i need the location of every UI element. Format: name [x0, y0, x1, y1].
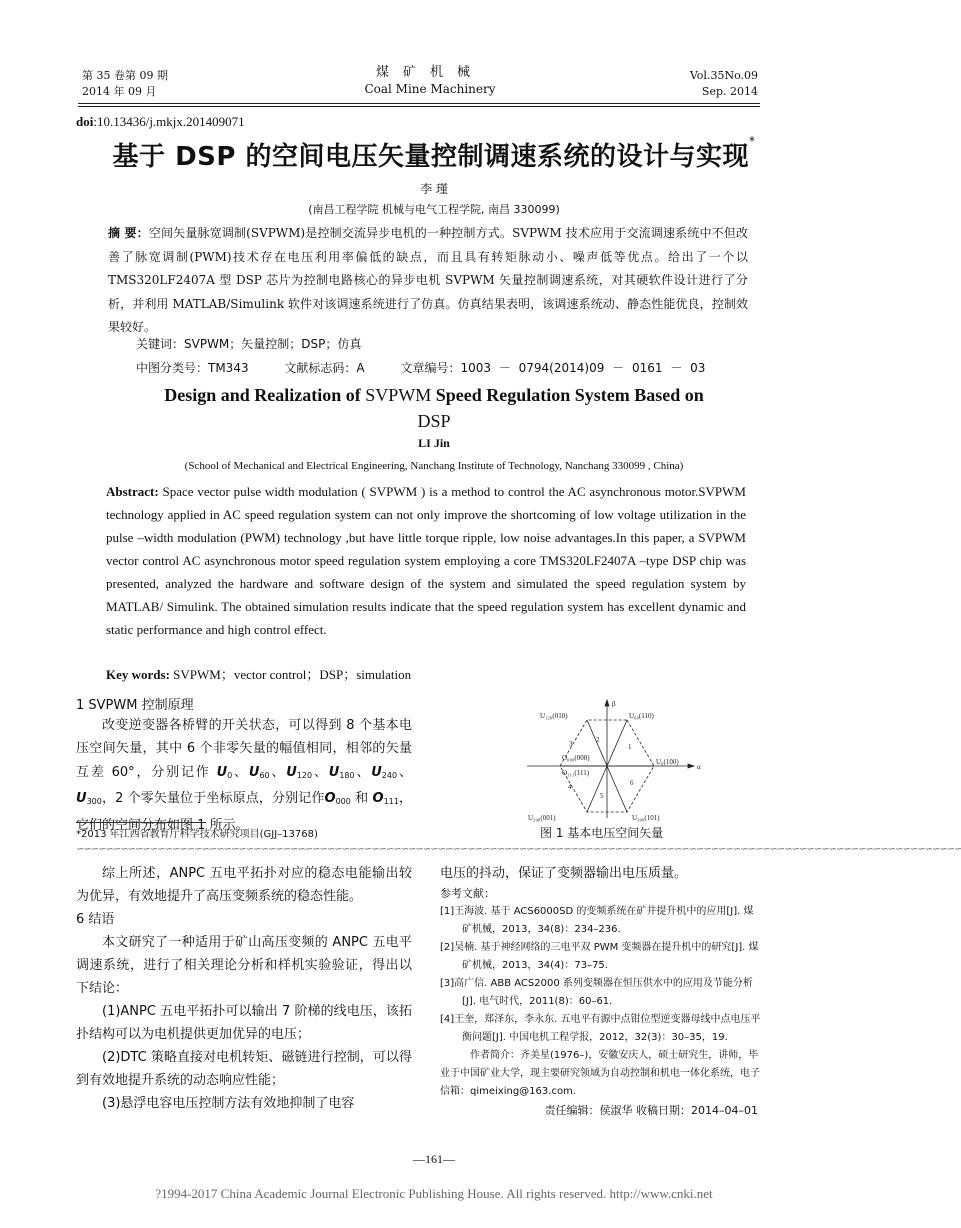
abstract-en: [106, 480, 746, 641]
vector-u240: [587, 766, 607, 812]
doi-label: doi: [76, 114, 94, 129]
label-u100: U₀(100): [656, 758, 679, 766]
abstract-en-label: Abstract:: [106, 484, 159, 499]
copyright-footer: ?1994-2017 China Academic Journal Electronic Publishing House. All rights reserved. http://www.cnki.net: [155, 1186, 713, 1201]
label-u101: U₃₀₀(101): [632, 814, 660, 822]
journal-name-en: Coal Mine Machinery: [364, 82, 496, 96]
conclusion-item-2: (2)DTC 策略直接对电机转矩、磁链进行控制，可以得到有效地提升系统的动态响应性能；: [76, 1050, 412, 1088]
section-1-body: 改变逆变器各桥臂的开关状态，可以得到 8 个基本电压空间矢量，其中 6 个非零矢量的幅值相同，相邻的矢量互差 60°，分别记作 $U_0$、$U_{60}$、$U_{120}$、$U_{180}$、$U_{240}$、$U_{300}$，2 个零矢量位于坐标原点，分别记作$O_{000}$ 和 $O_{111}$，它们的空间分布如图 1 所示。: [76, 718, 413, 833]
label-u001: U₂₄₀(001): [528, 814, 556, 822]
title-en-svpwm: SVPWM: [365, 385, 432, 405]
sector-6: 6: [630, 779, 634, 787]
title-en-part1: Design and Realization of: [164, 385, 366, 405]
doi-value: :10.13436/j.mkjx.201409071: [93, 114, 245, 129]
title-en-part2: Speed Regulation System Based on: [431, 385, 704, 405]
doc-mark: 文献标志码：A: [284, 361, 365, 375]
author-en: LI Jin: [418, 436, 450, 450]
figure-1-caption: 图 1 基本电压空间矢量: [540, 826, 664, 840]
classification-cn: [136, 359, 733, 376]
references-heading: 参考文献：: [440, 887, 495, 900]
header-left: [82, 68, 168, 100]
abstract-cn: [108, 222, 748, 340]
sector-5: 5: [600, 792, 604, 800]
reference-item: [3]高广信. ABB ACS2000 系列变频器在恒压供水中的应用及节能分析[J]. 电气时代，2011(8)：60–61.: [440, 978, 753, 1007]
keywords-cn: 关键词：SVPWM；矢量控制；DSP；仿真: [136, 337, 362, 351]
sector-4: 4: [568, 783, 572, 791]
affiliation-en: (School of Mechanical and Electrical Engineering, Nanchang Institute of Technology, Nanchang 330099 , China): [184, 460, 684, 472]
issue-label: 第 35 卷第 09 期: [82, 69, 168, 82]
doi[interactable]: [76, 114, 245, 130]
wavy-divider: ∽∽∽∽∽∽∽∽∽∽∽∽∽∽∽∽∽∽∽∽∽∽∽∽∽∽∽∽∽∽∽∽∽∽∽∽∽∽∽∽∽∽∽∽∽∽∽∽∽∽∽∽∽∽∽∽∽∽∽∽∽∽∽∽∽∽∽∽∽∽∽∽∽∽∽∽∽∽∽∽∽∽∽∽∽∽∽∽∽∽∽∽∽∽∽∽∽∽∽∽∽∽∽∽∽∽∽∽∽∽∽∽∽∽∽∽∽∽∽∽: [76, 844, 961, 855]
abstract-cn-label: 摘 要：: [108, 226, 149, 240]
label-u010: U₁₂₀(010): [540, 712, 568, 720]
beta-arrow: [605, 700, 609, 706]
article-number: 文章编号：1003 － 0794(2014)09 － 0161 － 03: [400, 361, 706, 375]
label-u110: U₆₀(110): [629, 712, 654, 720]
section-1-heading: 1 SVPWM 控制原理: [76, 698, 194, 713]
class-number: 中图分类号：TM343: [136, 361, 249, 375]
header-right: [690, 68, 758, 100]
left-column: [76, 862, 412, 1115]
keywords-en-label: Key words:: [106, 667, 170, 682]
journal-name-cn: 煤矿机械: [375, 65, 484, 80]
editor-line: 责任编辑：侯淑华 收稿日期：2014–04–01: [544, 1104, 758, 1117]
continued-paragraph: 电压的抖动，保证了变频器输出电压质量。: [440, 866, 688, 881]
keywords-en: [106, 664, 411, 683]
sector-1: 1: [628, 743, 632, 751]
summary-paragraph: 本文研究了一种适用于矿山高压变频的 ANPC 五电平调速系统，进行了相关理论分析和样机实验验证，得出以下结论：: [76, 935, 412, 996]
footnote-rule: [76, 822, 206, 823]
right-column: [440, 862, 762, 1121]
paper-title-cn: [0, 136, 868, 173]
affiliation-cn: (南昌工程学院 机械与电气工程学院, 南昌 330099): [308, 203, 560, 216]
funding-note: *2013 年江西省教育厅科学技术研究项目(GJJ–13768): [76, 829, 318, 840]
journal-name: [330, 64, 530, 98]
alpha-arrow: [688, 764, 694, 768]
reference-item: [1]王海波. 基于 ACS6000SD 的变频系统在矿井提升机中的应用[J]. 煤矿机械，2013，34(8)：234–236.: [440, 906, 754, 935]
date-en: Sep. 2014: [701, 85, 758, 98]
figure-1-vector-diagram: [522, 696, 706, 822]
reference-item: [2]吴楠. 基于神经网络的三电平双 PWM 变频器在提升机中的研究[J]. 煤矿机械，2013，34(4)：73–75.: [440, 942, 759, 971]
conclusion-item-3: (3)悬浮电容电压控制方法有效地抑制了电容: [102, 1096, 355, 1111]
author-bio: 作者简介：齐美星(1976–)，安徽安庆人，硕士研究生，讲师，毕业于中国矿业大学，现主要研究领域为自动控制和机电一体化系统，电子信箱：qimeixing@163.com.: [440, 1050, 760, 1097]
abstract-en-text: Space vector pulse width modulation ( SVPWM ) is a method to control the AC asynchronous motor.SVPWM technology applied in AC speed regulation system can not only improve the shortcoming of low voltage utilization in the pulse –width modulation (PWM) technology ,but have little torque ripple, low noise advantages.In this paper, a SVPWM vector control AC asynchronous motor speed regulation system employing a core TMS320LF2407A –type DSP chip was presented, analyzed the hardware and software design of the system and simulated the speed regulation system by MATLAB/ Simulink. The obtained simulation results indicate that the speed regulation system has excellent dynamic and static performance and high control effect.: [106, 484, 746, 637]
paper-title-en: [0, 382, 868, 434]
reference-item: [4]王奎，郑泽东，李永东. 五电平有源中点钳位型逆变器母线中点电压平衡问题[J]. 中国电机工程学报，2012，32(3)：30–35，19.: [440, 1014, 761, 1043]
section-6-heading: 6 结语: [76, 912, 115, 927]
conclusion-paragraph: 综上所述，ANPC 五电平拓扑对应的稳态电能输出较为优异，有效地提升了高压变频系统的稳态性能。: [76, 866, 412, 904]
label-o000: O₀₀₀(000): [562, 754, 590, 762]
section-1-text-c: ，它们的空间分布如图 1 所示。: [76, 791, 413, 833]
alpha-label: α: [697, 763, 701, 771]
header-rule-2: [78, 106, 760, 107]
title-footnote-mark: *: [748, 134, 756, 148]
section-1-text-b: ，2 个零矢量位于坐标原点，分别记作: [101, 791, 325, 807]
author-cn: 李 瑾: [420, 182, 448, 196]
conclusion-item-1: (1)ANPC 五电平拓扑可以输出 7 阶梯的线电压，该拓扑结构可以为电机提供更加优异的电压；: [76, 1004, 412, 1042]
sector-2: 2: [596, 736, 600, 744]
paper-title-cn-text: 基于 DSP 的空间电压矢量控制调速系统的设计与实现: [112, 142, 749, 172]
issue-date: 2014 年 09 月: [82, 85, 157, 98]
section-1-text-a: 改变逆变器各桥臂的开关状态，可以得到 8 个基本电压空间矢量，其中 6 个非零矢量的幅值相同，相邻的矢量互差 60°，分别记作: [76, 718, 412, 780]
volume-en: Vol.35No.09: [689, 69, 758, 82]
header-rule: [78, 103, 760, 104]
vector-u300: [607, 766, 627, 812]
beta-label: β: [612, 700, 616, 708]
sector-3: 3: [569, 740, 573, 748]
keywords-en-text: SVPWM；vector control；DSP；simulation: [173, 667, 412, 682]
title-en-line2: DSP: [417, 411, 451, 431]
vector-u60: [607, 720, 627, 766]
abstract-cn-text: 空间矢量脉宽调制(SVPWM)是控制交流异步电机的一种控制方式。SVPWM 技术应用于交流调速系统中不但改善了脉宽调制(PWM)技术存在电压利用率偏低的缺点，而且具有转矩脉动小、噪声低等优点。给出了一个以 TMS320LF2407A 型 DSP 芯片为控制电路核心的异步电机 SVPWM 矢量控制调速系统，对其硬软件设计进行了分析，并利用 MATLAB/Simulink 软件对该调速系统进行了仿真。仿真结果表明，该调速系统动、静态性能优良，控制效果较好。: [108, 226, 748, 334]
label-o111: O₁₁₁(111): [562, 769, 590, 777]
page-number: —161—: [413, 1152, 455, 1166]
